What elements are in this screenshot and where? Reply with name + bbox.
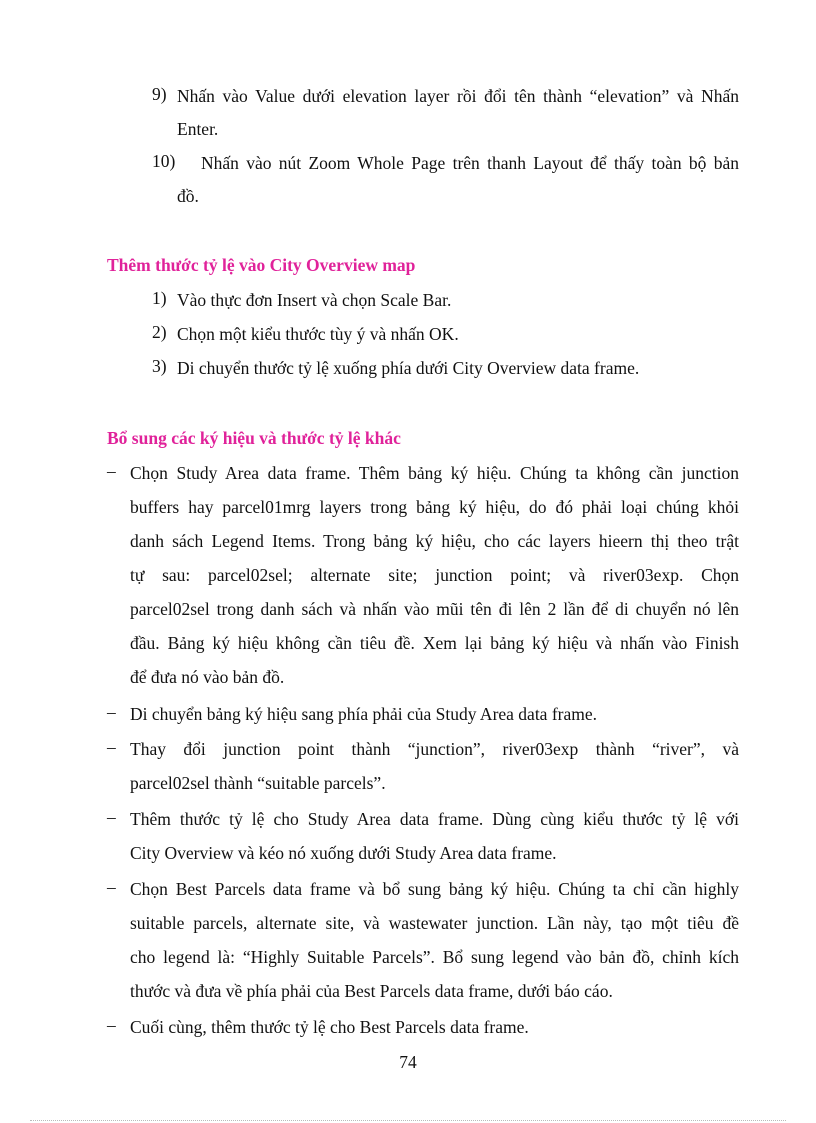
bullet-5-line-4: thước và đưa về phía phải của Best Parcels data frame, dưới báo cáo. bbox=[130, 981, 613, 1001]
bullet-5-dash: – bbox=[107, 877, 116, 897]
bullet-5-line-3: cho legend là: “Highly Suitable Parcels”. Bổ sung legend vào bản đồ, chỉnh kích bbox=[130, 947, 739, 967]
bullet-1-line-4: tự sau: parcel02sel; alternate site; junction point; và river03exp. Chọn bbox=[130, 565, 739, 585]
bullet-6-line-1: Cuối cùng, thêm thước tỷ lệ cho Best Parcels data frame. bbox=[130, 1017, 529, 1037]
bullet-4-line-1: Thêm thước tỷ lệ cho Study Area data frame. Dùng cùng kiểu thước tỷ lệ với bbox=[130, 809, 739, 829]
section1-step-1-number: 1) bbox=[152, 288, 167, 308]
section-heading-scale-bar: Thêm thước tỷ lệ vào City Overview map bbox=[107, 255, 416, 275]
bullet-3-line-1: Thay đổi junction point thành “junction”, river03exp thành “river”, và bbox=[130, 739, 739, 759]
bullet-1-line-5: parcel02sel trong danh sách và nhấn vào mũi tên đi lên 2 lần để di chuyển nó lên bbox=[130, 599, 739, 619]
bullet-5-line-2: suitable parcels, alternate site, và wastewater junction. Lần này, tạo một tiêu đề bbox=[130, 913, 739, 933]
step-10-line-2: đồ. bbox=[177, 186, 199, 206]
bullet-3-dash: – bbox=[107, 737, 116, 757]
step-9-line-2: Enter. bbox=[177, 119, 219, 139]
section1-step-3-text: Di chuyển thước tỷ lệ xuống phía dưới City Overview data frame. bbox=[177, 358, 640, 378]
bullet-1-line-6: đầu. Bảng ký hiệu không cần tiêu đề. Xem lại bảng ký hiệu và nhấn vào Finish bbox=[130, 633, 739, 653]
page-number: 74 bbox=[399, 1052, 417, 1072]
bullet-1-line-3: danh sách Legend Items. Trong bảng ký hiệu, cho các layers hieern thị theo trật bbox=[130, 531, 739, 551]
bullet-6-dash: – bbox=[107, 1015, 116, 1035]
section1-step-2-number: 2) bbox=[152, 322, 167, 342]
bullet-1-line-1: Chọn Study Area data frame. Thêm bảng ký hiệu. Chúng ta không cần junction bbox=[130, 463, 739, 483]
bullet-2-dash: – bbox=[107, 702, 116, 722]
bullet-2-line-1: Di chuyển bảng ký hiệu sang phía phải của Study Area data frame. bbox=[130, 704, 598, 724]
page-bottom-divider bbox=[30, 1120, 786, 1121]
bullet-1-dash: – bbox=[107, 461, 116, 481]
section1-step-3-number: 3) bbox=[152, 356, 167, 376]
bullet-3-line-2: parcel02sel thành “suitable parcels”. bbox=[130, 773, 386, 793]
section-heading-legends: Bổ sung các ký hiệu và thước tỷ lệ khác bbox=[107, 428, 401, 448]
bullet-4-line-2: City Overview và kéo nó xuống dưới Study Area data frame. bbox=[130, 843, 557, 863]
bullet-4-dash: – bbox=[107, 807, 116, 827]
step-10-line-1: Nhấn vào nút Zoom Whole Page trên thanh Layout để thấy toàn bộ bản bbox=[201, 153, 739, 173]
section1-step-2-text: Chọn một kiểu thước tùy ý và nhấn OK. bbox=[177, 324, 459, 344]
step-9-number: 9) bbox=[152, 84, 167, 104]
bullet-5-line-1: Chọn Best Parcels data frame và bổ sung bảng ký hiệu. Chúng ta chỉ cần highly bbox=[130, 879, 739, 899]
bullet-1-line-2: buffers hay parcel01mrg layers trong bảng ký hiệu, do đó phải loại chúng khỏi bbox=[130, 497, 739, 517]
step-10-number: 10) bbox=[152, 151, 176, 171]
section1-step-1-text: Vào thực đơn Insert và chọn Scale Bar. bbox=[177, 290, 452, 310]
step-9-line-1: Nhấn vào Value dưới elevation layer rồi đổi tên thành “elevation” và Nhấn bbox=[177, 86, 739, 106]
bullet-1-line-7: để đưa nó vào bản đồ. bbox=[130, 667, 285, 687]
